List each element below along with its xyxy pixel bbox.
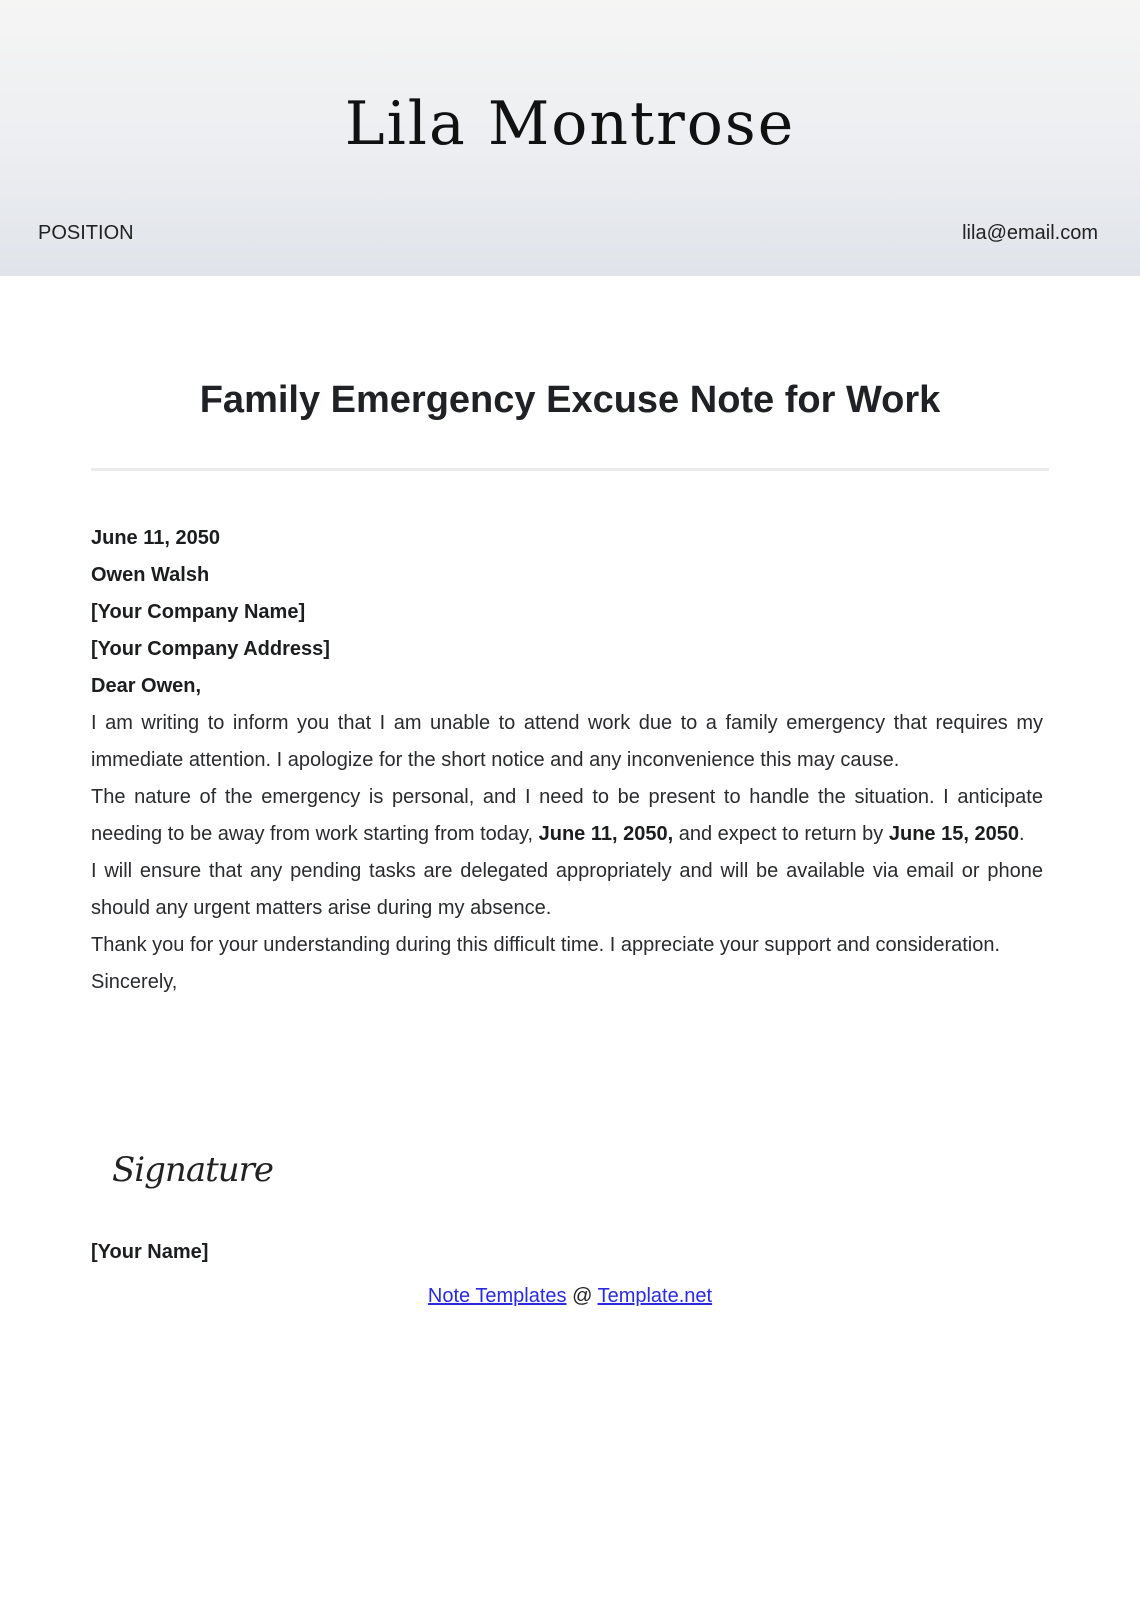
sender-email: lila@email.com <box>962 222 1098 244</box>
letter-body <box>91 520 1043 1001</box>
paragraph-2 <box>91 779 1043 853</box>
paragraph-4: Thank you for your understanding during this difficult time. I appreciate your support and consideration. <box>91 934 1001 956</box>
signer-name: [Your Name] <box>91 1241 209 1263</box>
note-templates-link[interactable]: Note Templates <box>427 1285 567 1307</box>
footer <box>0 1281 1140 1311</box>
footer-separator: @ <box>572 1285 593 1307</box>
paragraph-1: I am writing to inform you that I am unable to attend work due to a family emergency that requires my immediate attention. I apologize for the short notice and any inconvenience this may cause. <box>91 712 1043 771</box>
signature: Signature <box>112 1150 274 1190</box>
letterhead <box>0 0 1140 276</box>
letter-date: June 11, 2050 <box>91 527 220 549</box>
paragraph-2-part-3: . <box>1018 823 1025 845</box>
sender-position: POSITION <box>38 222 134 244</box>
title-divider <box>91 468 1049 471</box>
document-title: Family Emergency Excuse Note for Work <box>199 379 941 421</box>
paragraph-2-part-2: and expect to return by <box>673 823 889 845</box>
closing: Sincerely, <box>91 971 178 993</box>
paragraph-3: I will ensure that any pending tasks are delegated appropriately and will be available via email or phone should any urgent matters arise during my absence. <box>91 860 1043 919</box>
paragraph-2-part-1: The nature of the emergency is personal, and I need to be present to handle the situation. I anticipate needing to be away from work starting from today, <box>91 786 1043 845</box>
sender-name: Lila Montrose <box>344 89 796 159</box>
salutation: Dear Owen, <box>91 675 202 697</box>
company-address: [Your Company Address] <box>91 638 330 660</box>
return-date: June 15, 2050 <box>888 823 1019 845</box>
recipient-name: Owen Walsh <box>91 564 210 586</box>
template-net-link[interactable]: Template.net <box>597 1285 713 1307</box>
start-date: June 11, 2050, <box>538 823 674 845</box>
company-name: [Your Company Name] <box>91 601 306 623</box>
